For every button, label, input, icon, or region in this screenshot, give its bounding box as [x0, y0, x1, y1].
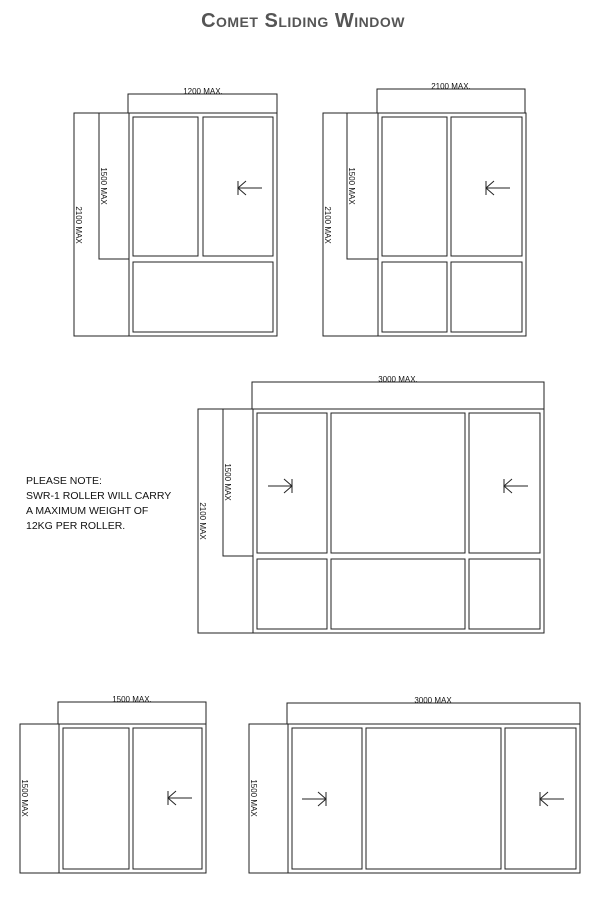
window-2-height-label: 2100 MAX: [323, 206, 332, 244]
window-2-top-left-pane: [382, 117, 447, 256]
arrow-right-icon: [268, 479, 292, 493]
window-4-width-label: 1500 MAX.: [112, 695, 152, 704]
window-1-width-label: 1200 MAX.: [183, 87, 223, 96]
window-3-bottom-center-pane: [331, 559, 465, 629]
arrow-right-icon: [302, 792, 326, 806]
note-line: SWR-1 ROLLER WILL CARRY: [26, 490, 172, 502]
window-2-outer-frame: [378, 113, 526, 336]
page-title: Comet Sliding Window: [201, 10, 405, 32]
window-3-width-dimension: [252, 382, 544, 409]
window-3-top-center-pane: [331, 413, 465, 553]
window-5-width-dimension: [287, 703, 580, 724]
window-1-sash-label: 1500 MAX: [99, 167, 108, 205]
window-5-outer-frame: [288, 724, 580, 873]
window-4-height-label: 1500 MAX: [20, 779, 29, 817]
window-2-bottom-right-pane: [451, 262, 522, 332]
window-1-height-label: 2100 MAX: [74, 206, 83, 244]
window-1-drawing: [74, 87, 277, 336]
window-3-width-label: 3000 MAX.: [378, 375, 418, 384]
window-5-width-label: 3000 MAX: [414, 696, 452, 705]
window-2-drawing: [323, 82, 526, 336]
window-3-bottom-right-pane: [469, 559, 540, 629]
note-line: PLEASE NOTE:: [26, 475, 102, 487]
note-line: 12KG PER ROLLER.: [26, 520, 126, 532]
window-2-width-dimension: [377, 89, 525, 113]
window-2-bottom-left-pane: [382, 262, 447, 332]
window-3-height-label: 2100 MAX: [198, 502, 207, 540]
arrow-left-icon: [168, 791, 192, 805]
window-5-drawing: [249, 696, 580, 873]
arrow-left-icon: [504, 479, 528, 493]
window-1-top-left-pane: [133, 117, 198, 256]
note-line: A MAXIMUM WEIGHT OF: [26, 505, 149, 517]
arrow-left-icon: [540, 792, 564, 806]
window-5-center-pane: [366, 728, 501, 869]
window-4-left-pane: [63, 728, 129, 869]
window-5-height-label: 1500 MAX: [249, 779, 258, 817]
window-1-width-dimension: [128, 94, 277, 113]
window-3-bottom-left-pane: [257, 559, 327, 629]
window-3-outer-frame: [253, 409, 544, 633]
roller-weight-note: [26, 474, 171, 534]
window-2-sash-label: 1500 MAX: [347, 167, 356, 205]
window-4-drawing: [20, 695, 206, 873]
window-4-width-dimension: [58, 702, 206, 724]
arrow-left-icon: [238, 181, 262, 195]
arrow-left-icon: [486, 181, 510, 195]
window-2-width-label: 2100 MAX.: [431, 82, 471, 91]
window-3-sash-label: 1500 MAX: [223, 463, 232, 501]
window-3-drawing: [198, 375, 544, 633]
window-1-bottom-pane: [133, 262, 273, 332]
